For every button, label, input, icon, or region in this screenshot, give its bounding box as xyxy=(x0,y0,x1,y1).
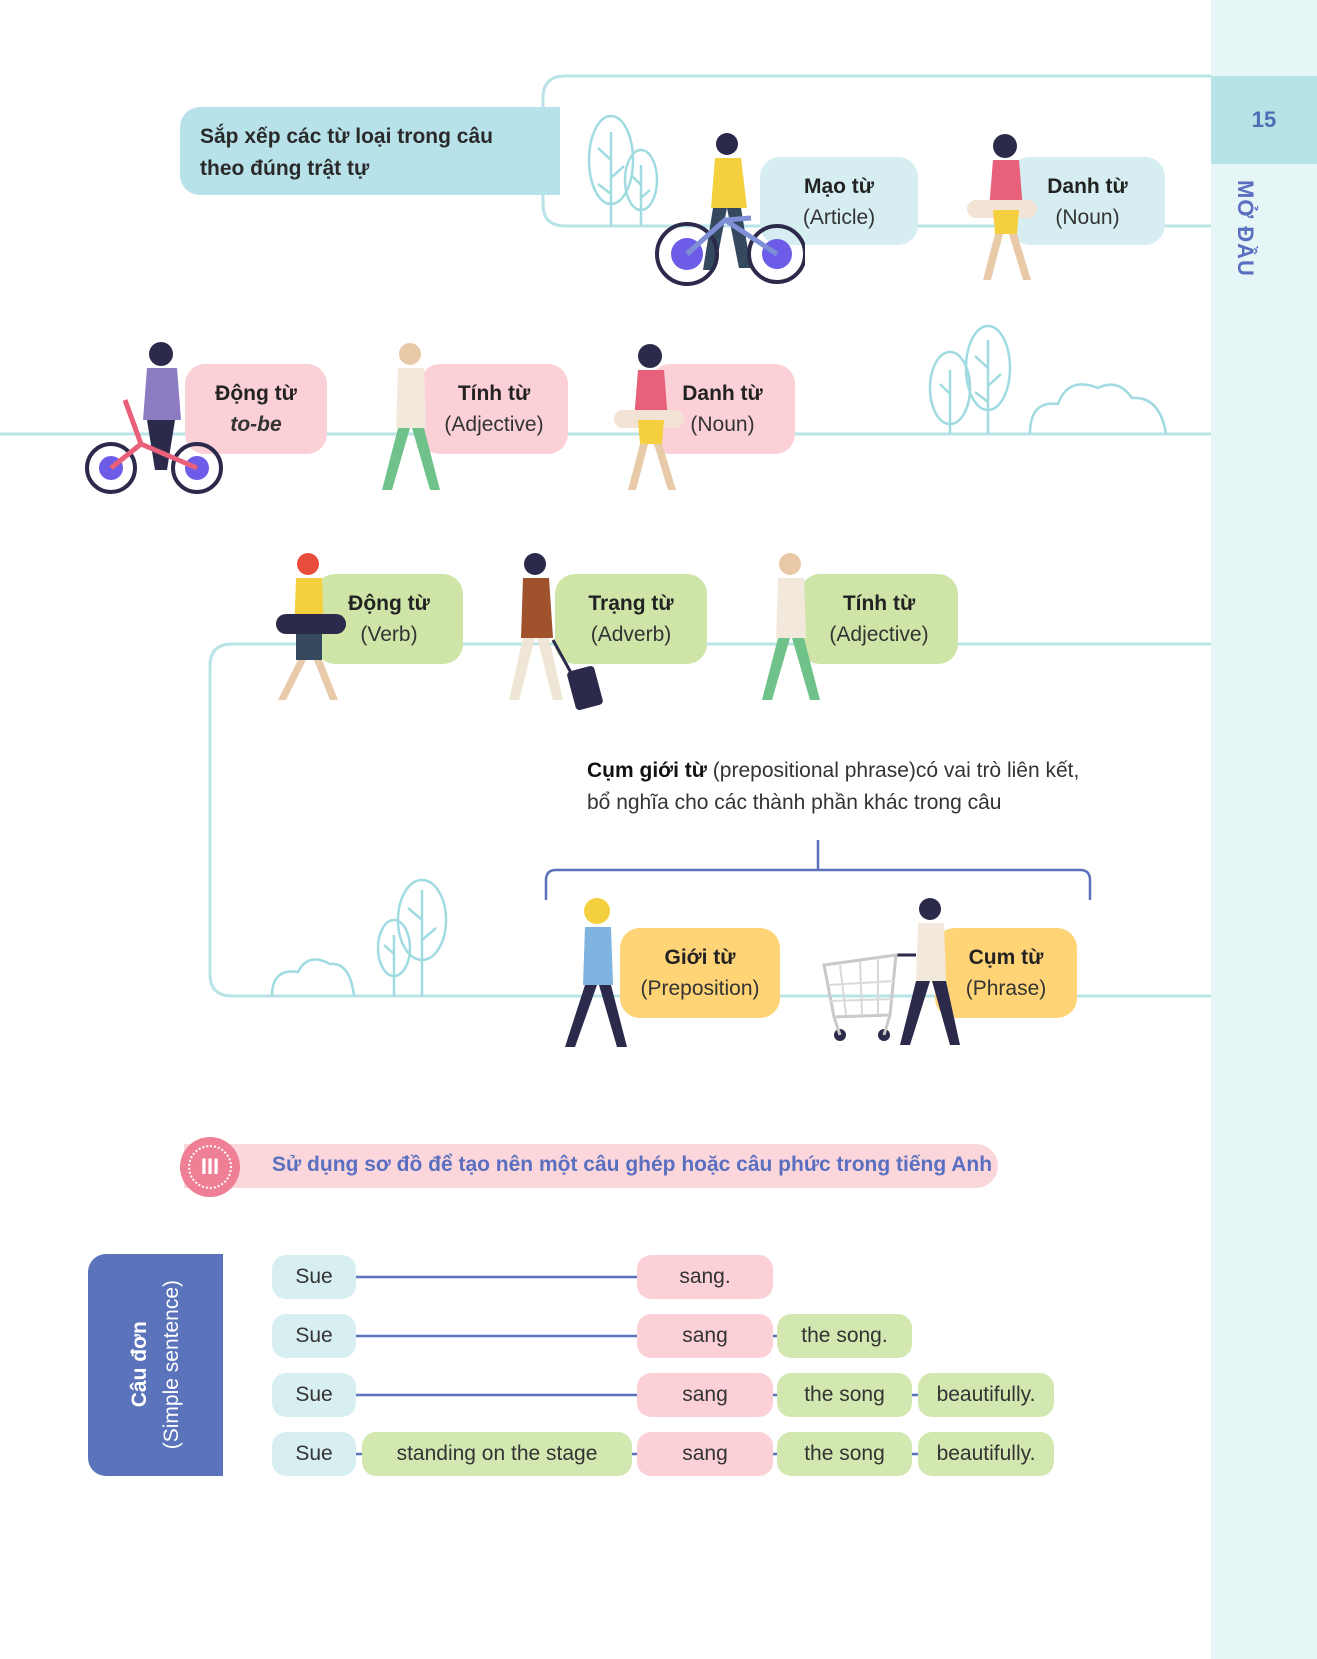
label-verb-sub: (Verb) xyxy=(360,623,418,646)
simple-sentence-title: Câu đơn xyxy=(127,1321,151,1409)
row1-verb: sang. xyxy=(637,1255,773,1299)
label-article-title: Mạo từ xyxy=(803,175,875,198)
note-rest: (prepositional phrase)có vai trò liên kết, bổ nghĩa cho các thành phần khác trong câu xyxy=(587,759,1080,814)
row2-verb: sang xyxy=(637,1314,773,1358)
label-article-sub: (Article) xyxy=(802,206,876,229)
chapter-title: MỞ ĐẦU xyxy=(1233,180,1258,277)
row4-subject: Sue xyxy=(272,1432,356,1476)
label-noun-2-title: Danh từ xyxy=(682,382,763,405)
label-tobe-title: Động từ xyxy=(215,382,297,405)
label-adjective-1-title: Tính từ xyxy=(457,382,531,405)
label-adjective-1-sub: (Adjective) xyxy=(444,413,544,436)
row4-object: the song xyxy=(777,1432,912,1476)
row2-object: the song. xyxy=(777,1314,912,1358)
label-phrase-title: Cụm từ xyxy=(968,946,1044,969)
label-adverb-title: Trạng từ xyxy=(588,592,674,615)
label-phrase-sub: (Phrase) xyxy=(965,977,1047,1000)
row3-subject: Sue xyxy=(272,1373,356,1417)
row1-subject: Sue xyxy=(272,1255,356,1299)
label-noun-1-title: Danh từ xyxy=(1047,175,1128,198)
row4-modifier: standing on the stage xyxy=(362,1432,632,1476)
simple-sentence-sub: (Simple sentence) xyxy=(159,1280,183,1450)
label-preposition-sub: (Preposition) xyxy=(640,977,760,1000)
section-badge-number: III xyxy=(188,1145,232,1189)
diagram-title-line1: Sắp xếp các từ loại trong câu xyxy=(200,125,493,148)
row3-adverb: beautifully. xyxy=(918,1373,1054,1417)
label-tobe-sub: to-be xyxy=(230,413,282,436)
label-adjective-2-title: Tính từ xyxy=(842,592,916,615)
page-number: 15 xyxy=(1251,107,1277,132)
label-preposition-title: Giới từ xyxy=(664,946,736,969)
row2-subject: Sue xyxy=(272,1314,356,1358)
row4-adverb: beautifully. xyxy=(918,1432,1054,1476)
row4-verb: sang xyxy=(637,1432,773,1476)
label-verb-title: Động từ xyxy=(348,592,430,615)
label-adjective-2-sub: (Adjective) xyxy=(829,623,929,646)
note-bold: Cụm giới từ xyxy=(587,759,707,782)
row3-object: the song xyxy=(777,1373,912,1417)
label-noun-2-sub: (Noun) xyxy=(690,413,755,436)
label-adverb-sub: (Adverb) xyxy=(590,623,672,646)
row3-verb: sang xyxy=(637,1373,773,1417)
section-title: Sử dụng sơ đồ để tạo nên một câu ghép hoặc câu phức trong tiếng Anh xyxy=(272,1153,993,1176)
label-noun-1-sub: (Noun) xyxy=(1055,206,1120,229)
diagram-title-line2: theo đúng trật tự xyxy=(200,157,370,180)
